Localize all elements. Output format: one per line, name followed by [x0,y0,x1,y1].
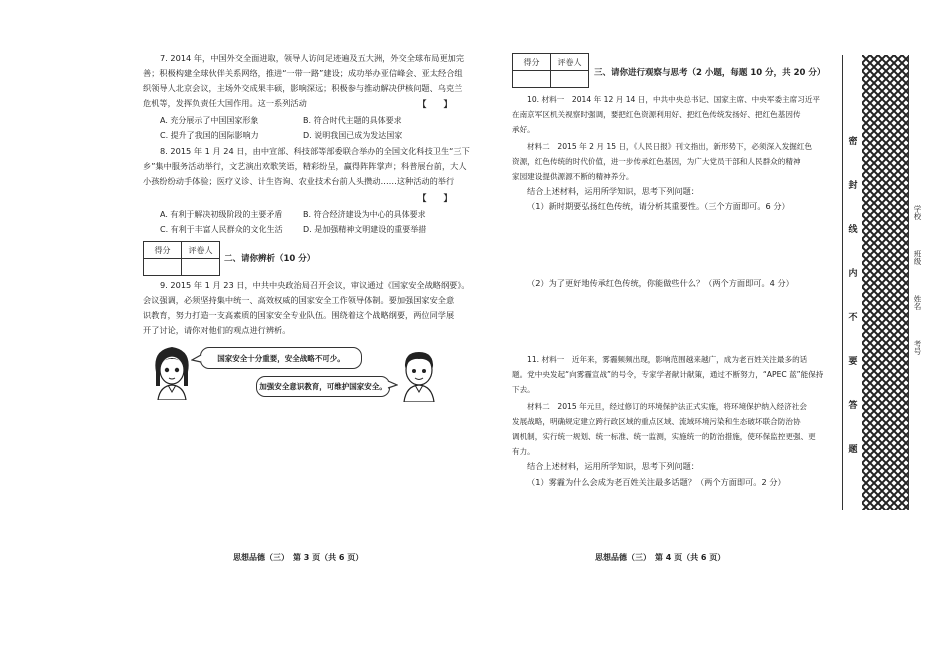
seal-char: 题 [848,445,858,455]
decorative-pattern-strip [862,55,908,510]
q10-prompt: 结合上述材料，运用所学知识，思考下列问题： [527,186,699,196]
q7-option-d: D. 说明我国已成为发达国家 [303,131,403,140]
q7-option-c: C. 提升了我国的国际影响力 [160,131,259,140]
q11-material2-line-4: 有力。 [512,447,535,456]
section2-title: 二、请你辨析（10 分） [224,254,316,264]
student-info-fields: 学校 班级 姓名 考号 [913,205,922,355]
q8-line-2: 乡”集中服务活动举行，文艺演出欢歌笑语，精彩纷呈，赢得阵阵掌声；科普展台前，大人 [143,161,467,171]
boy-speech-bubble: 加强安全意识教育，可维护国家安全。 [256,376,390,397]
q8-line-3: 小孩纷纷动手体验；医疗义诊、计生咨询、农业技术台前人头攒动……这种活动的举行 [143,176,455,186]
q7-line-1: 7. 2014 年，中国外交全面进取，领导人访问足迹遍及五大洲，外交全球布局更加完 [160,53,465,63]
boy-bubble-tail [386,380,398,390]
score-box-section3 [512,53,589,88]
q11-material2-line-2: 发展战略，明确规定建立跨行政区域的重点区域、流域环境污染和生态破坏联合防治协 [512,417,801,426]
grader-label: 评卷人 [188,245,213,255]
page-4-footer: 思想品德（三） 第 4 页（共 6 页） [595,553,726,562]
q9-line-1: 9. 2015 年 1 月 23 日，中共中央政治局召开会议，审议通过《国家安全战略纲要》。 [160,280,470,290]
girl-bubble-tail [191,354,203,364]
q10-material2-line-1: 材料二 2015 年 2 月 15 日，《人民日报》刊文指出，新形势下，必须深入发掘红色 [527,142,813,151]
seal-char: 不 [848,313,858,323]
q11-sub-question-1: （1）雾霾为什么会成为老百姓关注最多话题？（两个方面即可。2 分） [527,477,786,487]
q8-option-a: A. 有利于解决初级阶段的主要矛盾 [160,210,283,219]
seal-char: 内 [848,269,858,279]
section3-title: 三、请你进行观察与思考（2 小题，每题 10 分，共 20 分） [594,68,826,78]
girl-speech-bubble: 国家安全十分重要，安全战略不可少。 [200,347,362,369]
girl-student-illustration [148,342,196,400]
grader-label: 评卷人 [557,57,582,67]
q9-line-4: 开了讨论，请你对他们的观点进行辨析。 [143,325,291,335]
q7-option-a: A. 充分展示了中国国家形象 [160,116,259,125]
q7-answer-bracket: 【 】 [418,100,453,110]
seal-char: 要 [848,357,858,367]
q9-line-3: 识教育，努力打造一支高素质的国家安全专业队伍。围绕着这个战略纲要，两位同学展 [143,310,455,320]
student-info-strip [908,55,927,510]
q10-material1-line-2: 在南京军区机关视察时强调，要把红色资源利用好、把红色传统发扬好、把红色基因传 [512,110,801,119]
seal-char: 封 [848,181,858,191]
q11-material1-line-3: 下去。 [512,385,535,394]
boy-student-illustration [396,346,442,402]
score-box-section2 [143,241,220,276]
seal-char: 答 [848,401,858,411]
q11-material2-line-1: 材料二 2015 年元旦，经过修订的环境保护法正式实施，将环境保护纳入经济社会 [527,402,807,411]
q11-material1-line-2: 题。党中央发起“向雾霾宣战”的号令，专家学者献计献策，通过不断努力，“APEC 蓝”能保持 [512,370,824,379]
q8-line-1: 8. 2015 年 1 月 24 日，由中宣部、科技部等部委联合举办的全国文化科技卫生“三下 [160,146,470,156]
q7-line-3: 织领导人北京会议，主场外交成果丰硕，影响深远；积极参与推动解决伊核问题、乌克兰 [143,83,463,93]
seal-char: 线 [848,225,858,235]
q10-sub-question-1: （1）新时期要弘扬红色传统，请分析其重要性。（三个方面即可。6 分） [527,201,790,211]
score-label: 得分 [144,242,182,258]
q7-line-2: 善；积极构建全球伙伴关系网络，推进“一带一路”建设；成功举办亚信峰会、亚太经合组 [143,68,463,78]
q10-material1-line-1: 10. 材料一 2014 年 12 月 14 日，中共中央总书记、国家主席、中央军委主席习近平 [527,95,821,104]
q8-option-c: C. 有利于丰富人民群众的文化生活 [160,225,283,234]
q10-material1-line-3: 承好。 [512,125,535,134]
grader-cell[interactable] [182,259,219,275]
grader-cell[interactable] [551,71,588,87]
score-cell[interactable] [144,259,182,275]
score-cell[interactable] [513,71,551,87]
q7-option-b: B. 符合时代主题的具体要求 [303,116,402,125]
q11-prompt: 结合上述材料，运用所学知识，思考下列问题： [527,461,699,471]
q8-answer-bracket: 【 】 [418,194,453,204]
seal-char: 密 [848,137,858,147]
q10-material2-line-2: 资源，红色传统的时代价值，进一步传承红色基因，为广大党员干部和人民群众的精神 [512,157,801,166]
q8-option-d: D. 是加强精神文明建设的重要举措 [303,225,427,234]
q8-option-b: B. 符合经济建设为中心的具体要求 [303,210,426,219]
seal-line-text [846,120,860,472]
page-3-footer: 思想品德（三） 第 3 页（共 6 页） [233,553,364,562]
q10-sub-question-2: （2）为了更好地传承红色传统，你能做些什么？（两个方面即可。4 分） [527,278,794,288]
q11-material1-line-1: 11. 材料一 近年来，雾霾频频出现，影响范围越来越广，成为老百姓关注最多的话 [527,355,808,364]
q9-line-2: 会议强调，必须坚持集中统一、高效权威的国家安全工作领导体制。要加强国家安全意 [143,295,455,305]
q10-material2-line-3: 家园建设提供源源不断的精神养分。 [512,172,634,181]
score-label: 得分 [513,54,551,70]
q7-line-4: 危机等，发挥负责任大国作用。这一系列活动 [143,98,307,108]
q11-material2-line-3: 调机制，实行统一规划、统一标准、统一监测，实施统一的防治措施，使环保监控更强、更 [512,432,816,441]
